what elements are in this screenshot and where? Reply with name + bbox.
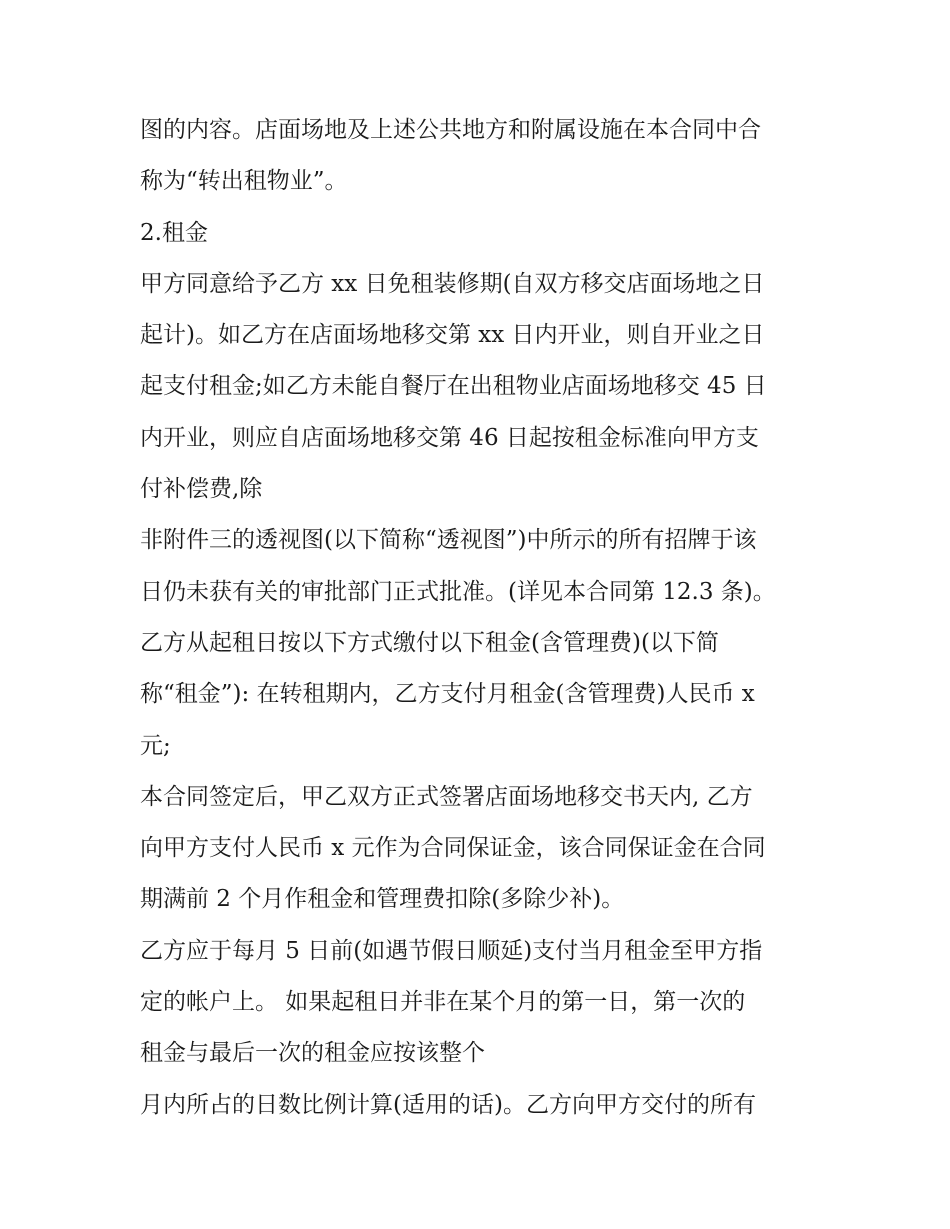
text-line: 元; <box>140 732 171 759</box>
text-line: 非附件三的透视图(以下简称“透视图”)中所示的所有招牌于该 <box>140 527 757 554</box>
text-line: 甲方同意给予乙方 xx 日免租装修期(自双方移交店面场地之日 <box>140 270 765 297</box>
text-line: 称为“转出租物业”。 <box>140 168 348 195</box>
document-body <box>140 105 820 1131</box>
text-line: 起计)。如乙方在店面场地移交第 xx 日内开业，则自开业之日 <box>140 322 765 349</box>
text-line: 付补偿费,除 <box>140 476 263 503</box>
text-line: 乙方从起租日按以下方式缴付以下租金(含管理费)(以下简 <box>140 629 719 656</box>
text-line: 乙方应于每月 5 日前(如遇节假日顺延)支付当月租金至甲方指 <box>140 937 763 964</box>
text-line: 向甲方支付人民币 x 元作为合同保证金，该合同保证金在合同 <box>140 835 766 862</box>
text-line: 内开业，则应自店面场地移交第 46 日起按租金标准向甲方支 <box>140 424 759 451</box>
text-line: 日仍未获有关的审批部门正式批准。(详见本合同第 12.3 条)。 <box>140 578 776 605</box>
text-line: 称“租金”): 在转租期内，乙方支付月租金(含管理费)人民币 x <box>140 681 755 708</box>
text-line: 月内所占的日数比例计算(适用的话)。乙方向甲方交付的所有 <box>140 1091 756 1118</box>
text-line: 本合同签定后，甲乙双方正式签署店面场地移交书天内, 乙方 <box>140 783 753 810</box>
text-line: 起支付租金;如乙方未能自餐厅在出租物业店面场地移交 45 日 <box>140 373 767 400</box>
section-heading: 2.租金 <box>140 219 208 246</box>
text-line: 租金与最后一次的租金应按该整个 <box>140 1040 485 1067</box>
text-line: 期满前 2 个月作租金和管理费扣除(多除少补)。 <box>140 886 625 913</box>
text-line: 图的内容。店面场地及上述公共地方和附属设施在本合同中合 <box>140 117 761 143</box>
text-line: 定的帐户上。 如果起租日并非在某个月的第一日，第一次的 <box>140 989 746 1016</box>
